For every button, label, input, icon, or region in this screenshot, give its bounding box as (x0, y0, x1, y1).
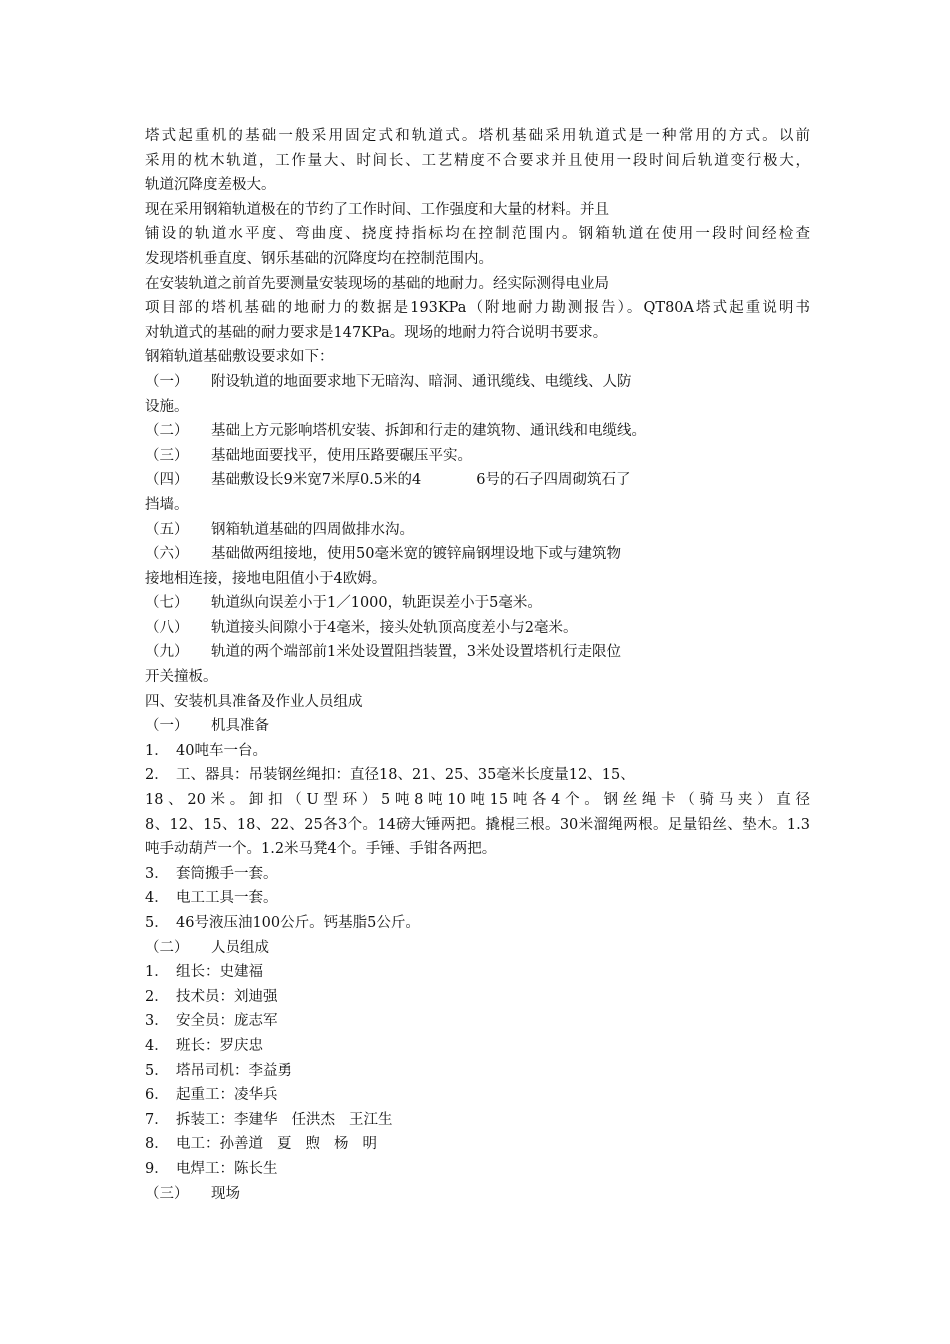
requirement-label: （一） (145, 373, 189, 390)
requirement-label: （五） (145, 521, 189, 538)
requirement-text: 基础敷设长9米宽7米厚0.5米的4 (211, 472, 422, 489)
subsection-heading (145, 1182, 810, 1207)
item-number: 8． (145, 1136, 169, 1153)
item-number: 9． (145, 1160, 169, 1177)
item-number: 2． (145, 767, 169, 784)
paragraph-line: 现在采用钢箱轨道极在的节约了工作时间、工作强度和大量的材料。并且 (145, 201, 609, 218)
personnel-role: 起重工： (176, 1087, 234, 1104)
subsection-title: 现场 (211, 1185, 240, 1202)
requirement-text: 基础做两组接地，使用50毫米宽的镀锌扁钢埋设地下或与建筑物 (211, 546, 621, 563)
personnel-item (145, 985, 810, 1010)
item-text: 46号液压油100公斤。钙基脂5公斤。 (176, 915, 420, 931)
item-number: 3． (145, 1013, 169, 1030)
paragraph-line: 钢箱轨道基础敷设要求如下： (145, 349, 334, 366)
personnel-role: 班长： (176, 1037, 220, 1054)
personnel-item (145, 1059, 810, 1084)
item-number: 5． (145, 915, 169, 931)
section-heading: 四、安装机具准备及作业人员组成 (145, 693, 363, 710)
equipment-item (145, 763, 810, 788)
item-number: 4． (145, 890, 169, 907)
paragraph-line: 塔式起重机的基础一般采用固定式和轨道式。塔机基础采用轨道式是一种常用的方式。以前 (145, 128, 810, 144)
item-text: 套筒搬手一套。 (176, 865, 278, 882)
personnel-name: 明 (362, 1136, 377, 1153)
requirement-text: 基础地面要找平，使用压路要碾压平实。 (211, 447, 472, 464)
personnel-item (145, 1132, 810, 1157)
requirement-text: 附设轨道的地面要求地下无暗沟、暗洞、通讯缆线、电缆线、人防 (211, 373, 632, 390)
item-number: 2． (145, 988, 169, 1005)
personnel-name: 李益勇 (248, 1062, 292, 1079)
subsection-label: （一） (145, 718, 189, 735)
requirement-text: 轨道的两个端部前1米处设置阻挡装置，3米处设置塔机行走限位 (211, 644, 621, 661)
personnel-name: 李建华 (234, 1111, 278, 1128)
personnel-name: 任洪杰 (291, 1111, 335, 1128)
personnel-name: 庞志军 (234, 1013, 278, 1030)
personnel-role: 电焊工： (176, 1160, 234, 1177)
personnel-name: 煦 (305, 1136, 320, 1153)
requirement-continuation: 挡墙。 (145, 496, 189, 513)
item-number: 1． (145, 742, 169, 759)
paragraph-line: 轨道沉降度差极大。 (145, 177, 276, 194)
requirement-continuation: 开关撞板。 (145, 669, 218, 686)
item-number: 5． (145, 1062, 169, 1079)
requirement-continuation: 设施。 (145, 398, 189, 415)
personnel-role: 组长： (176, 964, 220, 981)
equipment-continuation: 8、12、15、18、22、25各3个。14磅大锤两把。撬棍三根。30米溜绳两根。足量铅丝、垫木。1.3 (145, 816, 810, 833)
requirement-item (145, 640, 810, 665)
subsection-label: （二） (145, 939, 189, 956)
requirement-continuation: 接地相连接，接地电阻值小于4欧姆。 (145, 570, 387, 587)
requirement-item (145, 419, 810, 444)
equipment-continuation: 吨手动葫芦一个。1.2米马凳4个。手锤、手钳各两把。 (145, 841, 497, 858)
personnel-item (145, 960, 810, 985)
item-text: 40吨车一台。 (176, 742, 267, 759)
requirement-text: 钢箱轨道基础的四周做排水沟。 (211, 521, 414, 538)
requirement-text: 轨道接头间隙小于4毫米，接头处轨顶高度差小与2毫米。 (211, 619, 578, 636)
equipment-continuation: 18、20米。卸扣（U型环）5吨8吨10吨15吨各4个。钢丝绳卡（骑马夹）直径 (145, 792, 810, 809)
personnel-name: 刘迪强 (234, 988, 278, 1005)
requirement-label: （三） (145, 447, 189, 464)
requirement-item (145, 616, 810, 641)
subsection-heading (145, 714, 810, 739)
personnel-name: 孙善道 (219, 1136, 263, 1153)
item-number: 7． (145, 1111, 169, 1128)
item-number: 6． (145, 1087, 169, 1104)
requirement-label: （八） (145, 619, 189, 636)
item-number: 1． (145, 964, 169, 981)
personnel-name: 史建福 (219, 964, 263, 981)
personnel-name: 罗庆忠 (219, 1037, 263, 1054)
requirement-item (145, 542, 810, 567)
paragraph-line: 在安装轨道之前首先要测量安装现场的基础的地耐力。经实际测得电业局 (145, 275, 609, 292)
subsection-heading (145, 936, 810, 961)
personnel-role: 安全员： (176, 1013, 234, 1030)
personnel-name: 凌华兵 (234, 1087, 278, 1104)
equipment-item (145, 862, 810, 887)
requirement-label: （四） (145, 472, 189, 489)
paragraph-line: 采用的枕木轨道，工作量大、时间长、工艺精度不合要求并且使用一段时间后轨道变行极大， (145, 152, 810, 169)
personnel-name: 王江生 (349, 1111, 393, 1128)
personnel-name: 夏 (277, 1136, 292, 1153)
personnel-item (145, 1083, 810, 1108)
item-text: 电工工具一套。 (176, 890, 278, 907)
personnel-item (145, 1108, 810, 1133)
equipment-item (145, 911, 810, 936)
requirement-text-2: 6号的石子四周砌筑石了 (476, 472, 631, 489)
item-text: 工、器具：吊装钢丝绳扣：直径18、21、25、35毫米长度量12、15、 (176, 767, 635, 784)
item-number: 4． (145, 1037, 169, 1054)
personnel-role: 技术员： (176, 988, 234, 1005)
requirement-label: （二） (145, 423, 189, 440)
item-number: 3． (145, 865, 169, 882)
requirement-label: （九） (145, 644, 189, 661)
paragraph-line: 项目部的塔机基础的地耐力的数据是193KPa（附地耐力勘测报告）。QT80A塔式起重说明书 (145, 300, 810, 317)
requirement-item (145, 518, 810, 543)
personnel-role: 塔吊司机： (176, 1062, 249, 1079)
personnel-role: 拆装工： (176, 1111, 234, 1128)
equipment-item (145, 739, 810, 764)
subsection-title: 人员组成 (211, 939, 269, 956)
personnel-item (145, 1009, 810, 1034)
subsection-title: 机具准备 (211, 718, 269, 735)
personnel-item (145, 1034, 810, 1059)
requirement-text: 轨道纵向误差小于1／1000，轨距误差小于5毫米。 (211, 595, 542, 612)
personnel-name: 陈长生 (234, 1160, 278, 1177)
personnel-item (145, 1157, 810, 1182)
document-body (145, 124, 810, 1206)
paragraph-line: 铺设的轨道水平度、弯曲度、挠度持指标均在控制范围内。钢箱轨道在使用一段时间经检查 (145, 226, 810, 243)
personnel-name: 杨 (334, 1136, 349, 1153)
paragraph-line: 对轨道式的基础的耐力要求是147KPa。现场的地耐力符合说明书要求。 (145, 324, 608, 341)
personnel-role: 电工： (176, 1136, 220, 1153)
requirement-item (145, 370, 810, 395)
subsection-label: （三） (145, 1185, 189, 1202)
requirement-label: （六） (145, 546, 189, 563)
requirement-text: 基础上方元影响塔机安装、拆卸和行走的建筑物、通讯线和电缆线。 (211, 423, 646, 440)
requirement-item (145, 591, 810, 616)
requirement-item (145, 444, 810, 469)
equipment-item (145, 886, 810, 911)
requirement-label: （七） (145, 595, 189, 612)
paragraph-line: 发现塔机垂直度、钢乐基础的沉降度均在控制范围内。 (145, 250, 493, 267)
requirement-item (145, 468, 810, 493)
